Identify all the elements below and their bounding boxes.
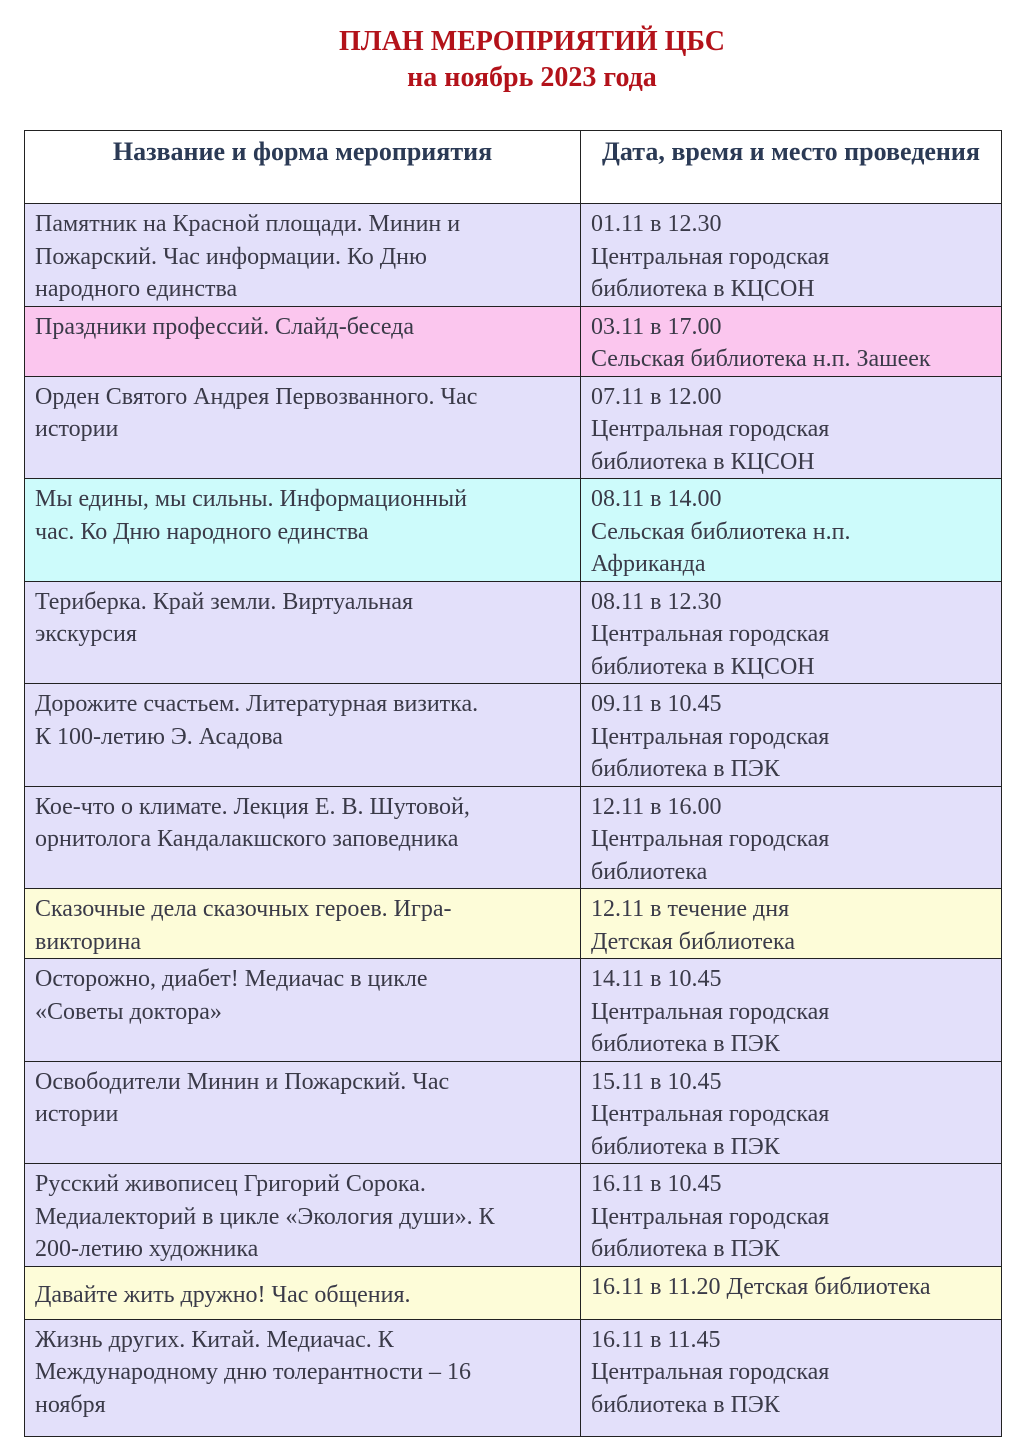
event-name-cell [25,959,581,1062]
event-date-place-line: 15.11 в 10.45 [591,1068,722,1095]
event-name-line: ноября [35,1391,106,1418]
event-date-place-line: Сельская библиотека н.п. [591,518,851,545]
event-date-place-line: 08.11 в 14.00 [591,486,722,512]
event-date-place-cell [581,581,1002,684]
event-date-place-cell [581,1061,1002,1164]
table-row [25,959,1002,1062]
event-date-place-line: 01.11 в 12.30 [591,211,722,237]
event-name-line: Кое-что о климате. Лекция Е. В. Шутовой, [35,793,470,820]
event-date-place-line: библиотека в КЦСОН [591,448,815,475]
event-date-place-cell [581,479,1002,582]
event-name-cell [25,1164,581,1267]
event-name-cell [25,786,581,889]
event-date-place-line: библиотека в ПЭК [591,1391,780,1418]
event-date-place-line: библиотека в ПЭК [591,1236,780,1262]
event-name-cell [25,1266,581,1319]
event-name-line: Международному дню толерантности – 16 [35,1359,471,1385]
event-date-place-line: 09.11 в 10.45 [591,691,722,717]
event-date-place-cell [581,889,1002,959]
event-name-cell [25,204,581,307]
event-name-line: истории [35,1101,119,1127]
event-date-place-cell [581,1164,1002,1267]
event-name-cell [25,1061,581,1164]
event-name-line: Териберка. Край земли. Виртуальная [35,588,414,615]
event-name-line: Давайте жить дружно! Час общения. [35,1281,411,1308]
table-row [25,204,1002,307]
event-name-line: Освободители Минин и Пожарский. Час [35,1068,450,1095]
event-date-place-cell [581,306,1002,376]
event-date-place-cell [581,204,1002,307]
event-name-line: час. Ко Дню народного единства [35,518,369,545]
title-line-1: ПЛАН МЕРОПРИЯТИЙ ЦБС [339,26,725,57]
event-date-place-line: библиотека в КЦСОН [591,276,815,302]
event-name-line: экскурсия [35,621,137,647]
event-name-line: Праздники профессий. Слайд-беседа [35,313,415,340]
event-date-place-cell [581,376,1002,479]
table-row [25,684,1002,787]
event-name-line: народного единства [35,276,238,302]
event-name-line: Русский живописец Григорий Сорока. [35,1171,426,1197]
document-title [0,24,1024,96]
event-date-place-cell [581,684,1002,787]
event-date-place-line: Центральная городская [591,826,830,852]
event-date-place-line: Центральная городская [591,621,830,647]
event-name-line: викторина [35,928,142,955]
event-name-cell [25,889,581,959]
event-date-place-line: библиотека в ПЭК [591,1031,780,1057]
event-name-line: Жизнь других. Китай. Медиачас. К [35,1326,394,1353]
event-name-cell [25,581,581,684]
event-date-place-line: Центральная городская [591,998,830,1025]
event-date-place-line: 16.11 в 10.45 [591,1171,722,1197]
table-body [25,204,1002,1437]
event-date-place-cell [581,1266,1002,1319]
event-date-place-line: библиотека в ПЭК [591,756,780,782]
event-date-place-line: 16.11 в 11.20 Детская библиотека [591,1273,931,1300]
event-name-line: Пожарский. Час информации. Ко Дню [35,243,427,270]
event-name-cell [25,684,581,787]
table-row [25,581,1002,684]
event-date-place-line: 07.11 в 12.00 [591,383,722,410]
title-line-2: на ноябрь 2023 года [407,62,657,93]
event-name-line: истории [35,416,119,442]
event-name-line: Мы едины, мы сильны. Информационный [35,486,467,512]
event-date-place-line: библиотека в КЦСОН [591,653,815,680]
event-name-cell [25,376,581,479]
event-date-place-line: 12.11 в течение дня [591,896,790,922]
event-name-line: Сказочные дела сказочных героев. Игра- [35,896,452,922]
event-date-place-cell [581,1319,1002,1436]
event-name-cell [25,479,581,582]
event-date-place-line: Африканда [591,551,706,577]
event-name-line: Медиалекторий в цикле «Экология души». К [35,1203,495,1230]
event-date-place-line: Центральная городская [591,1203,830,1230]
event-name-line: Памятник на Красной площади. Минин и [35,211,461,237]
table-row [25,1061,1002,1164]
event-date-place-line: Сельская библиотека н.п. Зашеек [591,346,931,372]
event-date-place-line: 12.11 в 16.00 [591,793,722,820]
event-name-line: Орден Святого Андрея Первозванного. Час [35,383,478,410]
event-date-place-line: Центральная городская [591,416,830,442]
event-date-place-line: Центральная городская [591,1101,830,1127]
event-name-line: Дорожите счастьем. Литературная визитка. [35,691,479,717]
table-row [25,889,1002,959]
event-date-place-line: 08.11 в 12.30 [591,588,722,615]
header-date-place: Дата, время и место проведения [581,131,1002,204]
table-row [25,1266,1002,1319]
table-row [25,479,1002,582]
event-name-line: 200-летию художника [35,1236,259,1262]
table-row [25,1164,1002,1267]
event-name-line: орнитолога Кандалакшского заповедника [35,826,459,852]
events-table [24,130,1002,1437]
event-date-place-cell [581,959,1002,1062]
event-date-place-cell [581,786,1002,889]
event-date-place-line: 14.11 в 10.45 [591,966,722,992]
event-date-place-line: библиотека в ПЭК [591,1133,780,1160]
event-date-place-line: библиотека [591,858,708,885]
event-name-line: К 100-летию Э. Асадова [35,723,283,750]
event-name-cell [25,1319,581,1436]
table-row [25,786,1002,889]
table-row [25,1319,1002,1436]
event-date-place-line: Центральная городская [591,243,830,270]
event-date-place-line: Центральная городская [591,723,830,750]
table-row [25,376,1002,479]
event-date-place-line: Детская библиотека [591,928,795,955]
table-header-row [25,131,1002,204]
event-name-line: Осторожно, диабет! Медиачас в цикле [35,966,428,992]
event-name-line: «Советы доктора» [35,998,222,1025]
event-date-place-line: 03.11 в 17.00 [591,313,722,340]
header-event-name: Название и форма мероприятия [25,131,581,204]
table-row [25,306,1002,376]
event-date-place-line: Центральная городская [591,1359,830,1385]
event-name-cell [25,306,581,376]
event-date-place-line: 16.11 в 11.45 [591,1326,721,1353]
